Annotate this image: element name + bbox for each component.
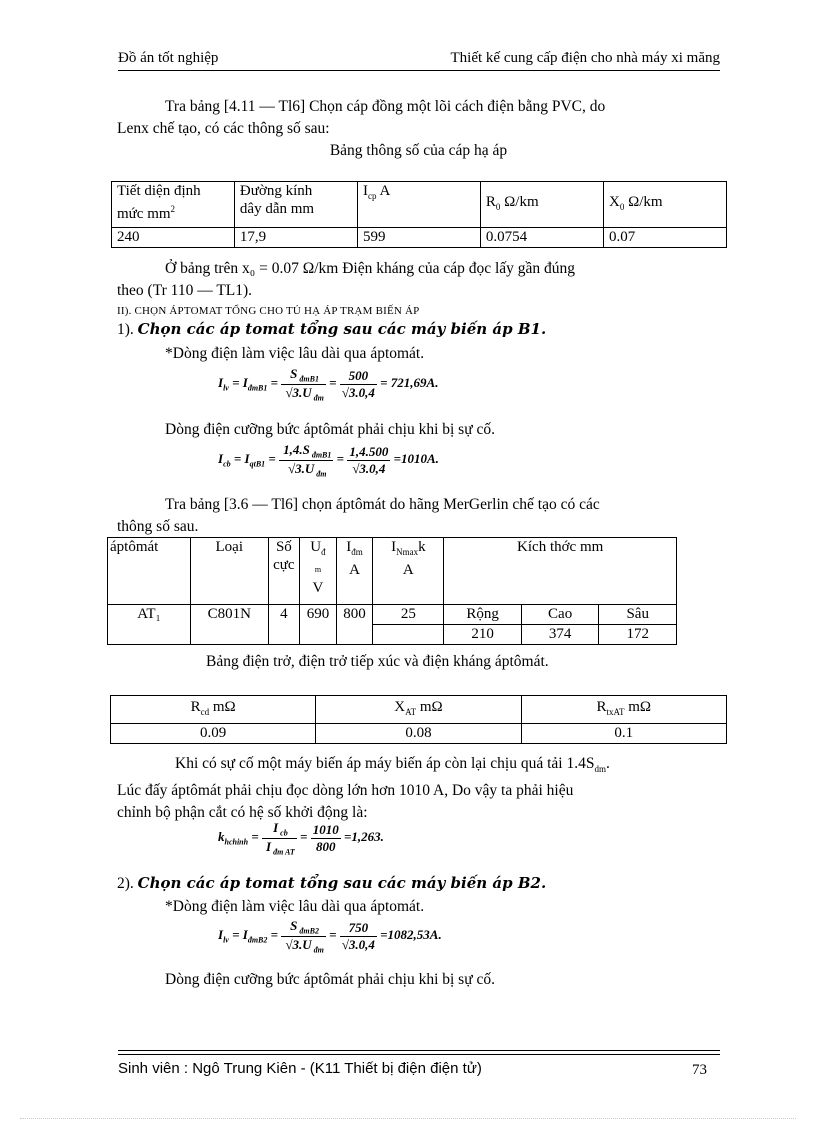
breaker-h-inmax: $I_{Nmax}k$ A: [373, 538, 444, 605]
formula-2: $I_{cb} = I_{qtB1}$ = $\frac{1,4.S _{đmB1}}{√3.U _{đm}}$ = $\frac{1,4.500}{√3.0,4}$ =1010A.: [218, 442, 439, 479]
s1-para: [117, 494, 720, 538]
formula-4: $I_{lv} = I_{đmB2}$ = $\frac{S _{đmB2}}{√3.U _{đm}}$ = $\frac{750}{√3.0,4}$ =1082,53A.: [218, 918, 442, 955]
s2-heading: [117, 874, 546, 893]
breaker-h-dimensions: Kích thớc mm: [444, 538, 677, 605]
res-h-rtxat: $R_{txAT}$ mΩ: [521, 696, 726, 724]
note-line-1: Ở bảng trên x₀ = 0.07 Ω/km Điện kháng của cáp đọc lấy gần đúng: [165, 260, 576, 277]
res-v-rtxat: 0.1: [521, 724, 726, 744]
page-header: [118, 50, 720, 71]
res-v-xat: 0.08: [316, 724, 521, 744]
cable-v-x0: 0.07: [603, 228, 726, 248]
breaker-v-voltage: 690: [300, 605, 337, 645]
breaker-dim-depth: 172: [599, 625, 677, 645]
intro-line-1: Tra bảng [4.11 — Tl6] Chọn cáp đồng một lõi cách điện bằng PVC, do: [165, 98, 606, 115]
breaker-v-poles: 4: [268, 605, 300, 645]
resistance-table: [110, 695, 727, 744]
breaker-h-poles: Số cực: [268, 538, 300, 605]
cable-h-r0: $R_0$ Ω/km: [480, 182, 603, 228]
breaker-h-current: $I_{đm}$ A: [336, 538, 373, 605]
cable-h-section: Tiết diện định mức $mm^2$: [112, 182, 235, 228]
page-bottom-edge: [20, 1118, 796, 1119]
intro-line-2: Lenx chế tạo, có các thông số sau:: [117, 120, 330, 137]
after-line-1: Khi có sự cố một máy biến áp máy biến áp còn lại chịu quá tải $1.4S_{dm}$.: [175, 755, 610, 775]
formula-1-result: = 721,69A: [380, 375, 436, 391]
s1-line-1: *Dòng điện làm việc lâu dài qua áptomát.: [165, 345, 425, 362]
formula-2-result: =1010A: [393, 451, 436, 467]
s1-line-2: Dòng điện cưỡng bức áptômát phải chịu khi bị sự cố.: [165, 421, 495, 438]
breaker-dim-width: 210: [444, 625, 522, 645]
breaker-v-inmax-empty: [373, 625, 444, 645]
note-paragraph: [117, 258, 720, 302]
cable-table: [111, 181, 727, 248]
s2-title: Chọn các áp tomat tổng sau các máy biến áp B2.: [137, 874, 547, 892]
note-line-2: theo (Tr 110 — TL1).: [117, 282, 253, 299]
section-heading-2: II). CHỌN ÁPTOMAT TỔNG CHO TỦ HẠ ÁP TRẠM BIẾN ÁP: [117, 305, 420, 317]
breaker-v-current: 800: [336, 605, 373, 645]
res-h-xat: $X_{AT}$ mΩ: [316, 696, 521, 724]
footer-rule-1: [118, 1050, 720, 1051]
breaker-dim-height: 374: [521, 625, 599, 645]
breaker-v-inmax: 25: [373, 605, 444, 625]
formula-4-result: =1082,53A: [380, 927, 439, 943]
cable-h-diameter: Đường kính dây dẫn mm: [234, 182, 357, 228]
s2-line-1: *Dòng điện làm việc lâu dài qua áptomát.: [165, 898, 425, 915]
after-line-3: chỉnh bộ phận cắt có hệ số khởi động là:: [117, 804, 368, 822]
intro-paragraph: [117, 96, 720, 162]
s2-number: 2).: [117, 875, 134, 892]
breaker-table: [107, 537, 677, 645]
cable-table-title: Bảng thông số của cáp hạ áp: [329, 142, 508, 159]
cable-h-icp: $I_{cp}$ A: [358, 182, 481, 228]
s1-heading: [117, 320, 546, 339]
s1-line-3: Tra bảng [3.6 — Tl6] chọn áptômát do hãng MerGerlin chế tạo có các: [165, 496, 600, 513]
breaker-h-name: áptômát: [108, 538, 191, 605]
cable-v-diameter: 17,9: [234, 228, 357, 248]
s1-number: 1).: [117, 321, 134, 338]
footer-author: Sinh viên : Ngô Trung Kiên - (K11 Thiết bị điện điện tử): [118, 1060, 482, 1077]
breaker-dim-width-label: Rộng: [444, 605, 522, 625]
cable-v-icp: 599: [358, 228, 481, 248]
formula-1: $I_{lv} = I_{đmB1}$ = $\frac{S _{đmB1}}{√3.U _{đm}}$ = $\frac{500}{√3.0,4}$ = 721,69A.: [218, 366, 439, 403]
after-paragraph: [117, 753, 720, 824]
breaker-h-type: Loại: [191, 538, 269, 605]
cable-v-r0: 0.0754: [480, 228, 603, 248]
after-line-2: Lúc đấy áptômát phải chịu đọc dòng lớn hơn 1010 A, Do vậy ta phải hiệu: [117, 782, 574, 800]
res-v-rcd: 0.09: [111, 724, 316, 744]
breaker-v-name: AT₁: [108, 605, 191, 645]
breaker-caption: Bảng điện trở, điện trở tiếp xúc và điện kháng áptômát.: [206, 653, 549, 670]
cable-v-section: 240: [112, 228, 235, 248]
cable-h-x0: $X_0$ Ω/km: [603, 182, 726, 228]
breaker-dim-height-label: Cao: [521, 605, 599, 625]
res-h-rcd: $R_{cd}$ mΩ: [111, 696, 316, 724]
s1-title: Chọn các áp tomat tổng sau các máy biến áp B1.: [137, 320, 547, 338]
breaker-dim-depth-label: Sâu: [599, 605, 677, 625]
formula-3-result: =1,263: [343, 829, 381, 845]
s1-line-4: thông số sau.: [117, 518, 199, 535]
header-right: Thiết kế cung cấp điện cho nhà máy xi măng: [450, 50, 720, 66]
page-number: 73: [692, 1062, 707, 1078]
header-left: Đồ án tốt nghiệp: [118, 50, 219, 66]
s2-line-2: Dòng điện cưỡng bức áptômát phải chịu khi bị sự cố.: [165, 971, 495, 988]
formula-3: $k_{hchinh}$ = $\frac{I _{cb}}{I _{đm AT}}$ = $\frac{1010}{800}$ =1,263.: [218, 820, 384, 857]
breaker-v-type: C801N: [191, 605, 269, 645]
breaker-h-voltage: $U_đ$ m V: [300, 538, 337, 605]
footer-rule-2: [118, 1054, 720, 1055]
